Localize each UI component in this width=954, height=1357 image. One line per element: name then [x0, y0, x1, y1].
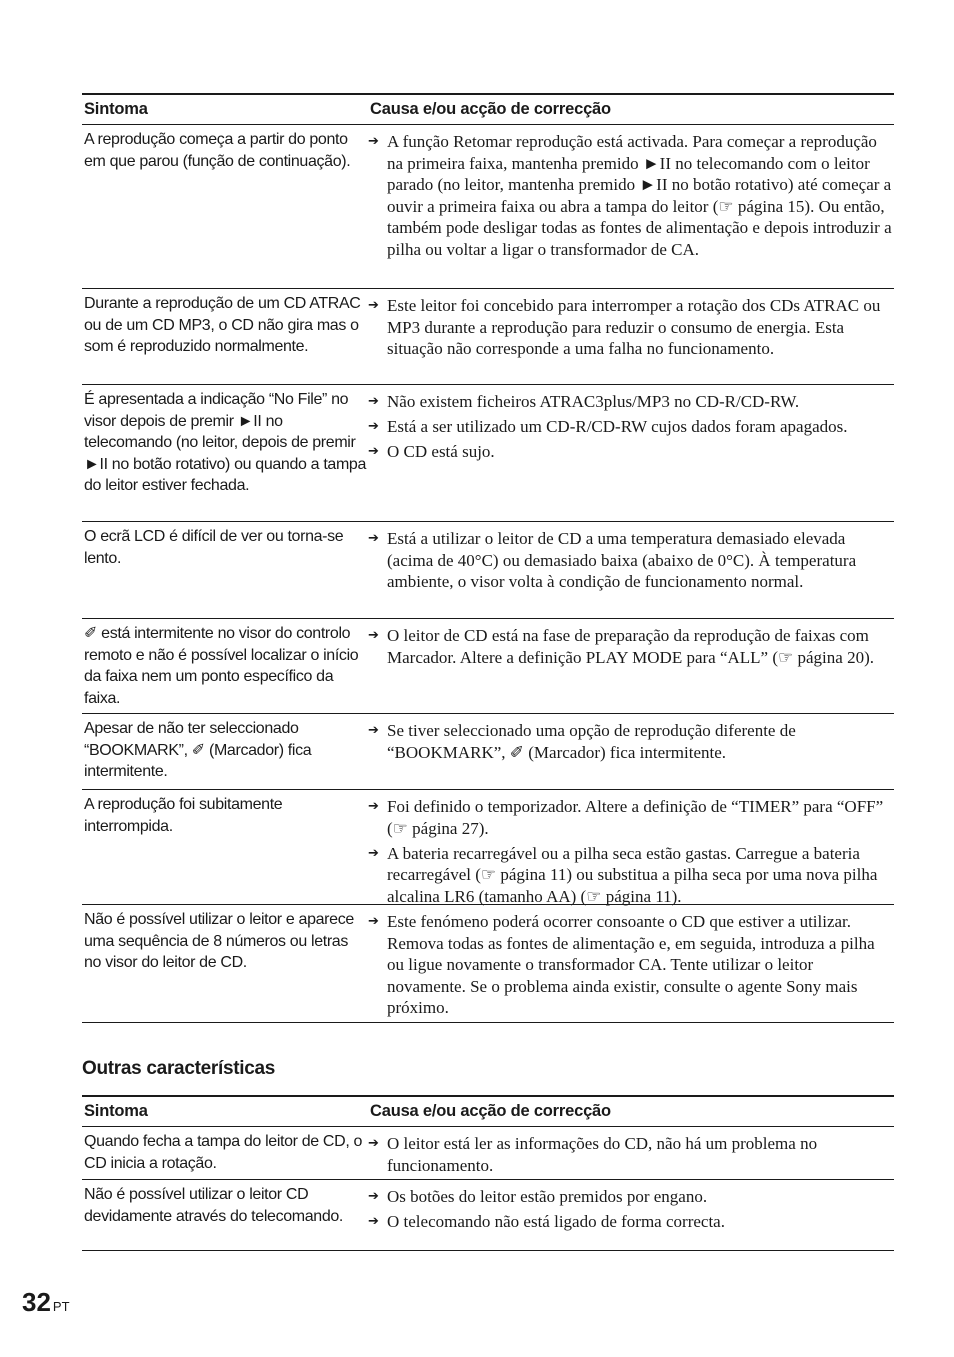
cause-cell [368, 623, 894, 713]
cause-item: ➔ O leitor de CD está na fase de preparação da reprodução de faixas com Marcador. Altere a definição PLAY MODE para “ALL” (☞ página 20). [368, 625, 894, 668]
table-row [82, 1180, 894, 1251]
symptom-text: Não é possível utilizar o leitor e aparece uma sequência de 8 números ou letras no visor do leitor de CD. [84, 911, 354, 972]
cause-item: ➔ Não existem ficheiros ATRAC3plus/MP3 no CD-R/CD-RW. [368, 391, 894, 413]
page-number-value: 32 [22, 1287, 51, 1317]
other-features-table [82, 1095, 894, 1251]
header-cause: Causa e/ou acção de correcção [370, 1102, 611, 1120]
cause-item: ➔ Está a ser utilizado um CD-R/CD-RW cujos dados foram apagados. [368, 416, 894, 438]
table-row [82, 714, 894, 790]
symptom-text: É apresentada a indicação “No File” no visor depois de premir ►II no telecomando (no leitor, depois de premir ►II no botão rotativo) ou quando a tampa do leitor estiver fechada. [84, 391, 367, 495]
cause-cell [368, 1131, 894, 1179]
symptom-text: ✐ está intermitente no visor do controlo remoto e não é possível localizar o início da faixa nem um ponto específico da faixa. [84, 625, 359, 707]
symptom-text: O ecrã LCD é difícil de ver ou torna-se lento. [84, 528, 344, 567]
cause-item: ➔ O telecomando não está ligado de forma correcta. [368, 1211, 894, 1233]
cause-cell [368, 909, 894, 1022]
section-title: Outras características [82, 1058, 276, 1079]
page-lang: PT [52, 1299, 70, 1314]
symptom-text: Quando fecha a tampa do leitor de CD, o CD inicia a rotação. [84, 1133, 363, 1172]
cause-item: ➔ O leitor está ler as informações do CD, não há um problema no funcionamento. [368, 1133, 894, 1176]
cause-cell [368, 389, 894, 521]
cause-cell [368, 526, 894, 618]
cause-cell [368, 129, 894, 288]
symptom-text: Durante a reprodução de um CD ATRAC ou de um CD MP3, o CD não gira mas o som é reproduzido normalmente. [84, 295, 361, 356]
symptom-text: Não é possível utilizar o leitor CD devidamente através do telecomando. [84, 1186, 344, 1225]
header-cause: Causa e/ou acção de correcção [370, 100, 611, 118]
cause-cell [368, 1184, 894, 1250]
cause-item: ➔ A bateria recarregável ou a pilha seca estão gastas. Carregue a bateria recarregável (☞ página 11) ou substitua a pilha seca por uma nova pilha alcalina LR6 (tamanho AA) (☞ página 11). [368, 843, 894, 908]
symptom-text: Apesar de não ter seleccionado “BOOKMARK”, ✐ (Marcador) fica intermitente. [84, 720, 312, 781]
table-header [82, 1097, 894, 1127]
table-header [82, 95, 894, 125]
table-row [82, 619, 894, 714]
table-row [82, 905, 894, 1023]
table-row [82, 522, 894, 619]
cause-cell [368, 794, 894, 904]
symptom-text: A reprodução começa a partir do ponto em que parou (função de continuação). [84, 131, 351, 170]
table-row [82, 1127, 894, 1180]
cause-cell [368, 718, 894, 789]
cause-item: ➔ Está a utilizar o leitor de CD a uma temperatura demasiado elevada (acima de 40°C) ou demasiado baixa (abaixo de 0°C). À temperatura ambiente, o visor volta à condição de funcionamento normal. [368, 528, 894, 593]
cause-item: ➔ Os botões do leitor estão premidos por engano. [368, 1186, 894, 1208]
cause-item: ➔ O CD está sujo. [368, 441, 894, 463]
symptom-text: A reprodução foi subitamente interrompida. [84, 796, 283, 835]
header-symptom: Sintoma [84, 1102, 148, 1120]
table-row [82, 385, 894, 522]
table-row [82, 289, 894, 385]
header-symptom: Sintoma [84, 100, 148, 118]
page-number [22, 1287, 70, 1318]
table-row [82, 790, 894, 905]
cause-item: ➔ Se tiver seleccionado uma opção de reprodução diferente de “BOOKMARK”, ✐ (Marcador) fica intermitente. [368, 720, 894, 763]
cause-item: ➔ Este fenómeno poderá ocorrer consoante o CD que estiver a utilizar. Remova todas as fontes de alimentação e, em seguida, introduza a pilha ou ligue novamente o transformador CA. Tente utilizar o leitor novamente. Se o problema ainda existir, consulte o agente Sony mais próximo. [368, 911, 894, 1019]
cause-item: ➔ A função Retomar reprodução está activada. Para começar a reprodução na primeira faixa, mantenha premido ►II no telecomando com o leitor parado (no leitor, mantenha premido ►II no botão rotativo) até começar a ouvir a primeira faixa ou abra a tampa do leitor (☞ página 15). Ou então, também pode desligar todas as fontes de alimentação e depois introduzir a pilha ou voltar a ligar o transformador de CA. [368, 131, 894, 261]
cause-item: ➔ Este leitor foi concebido para interromper a rotação dos CDs ATRAC ou MP3 durante a reprodução para reduzir o consumo de energia. Esta situação não corresponde a uma falha no funcionamento. [368, 295, 894, 360]
table-row [82, 125, 894, 289]
cause-item: ➔ Foi definido o temporizador. Altere a definição de “TIMER” para “OFF” (☞ página 27). [368, 796, 894, 839]
troubleshooting-table [82, 93, 894, 1023]
cause-cell [368, 293, 894, 384]
